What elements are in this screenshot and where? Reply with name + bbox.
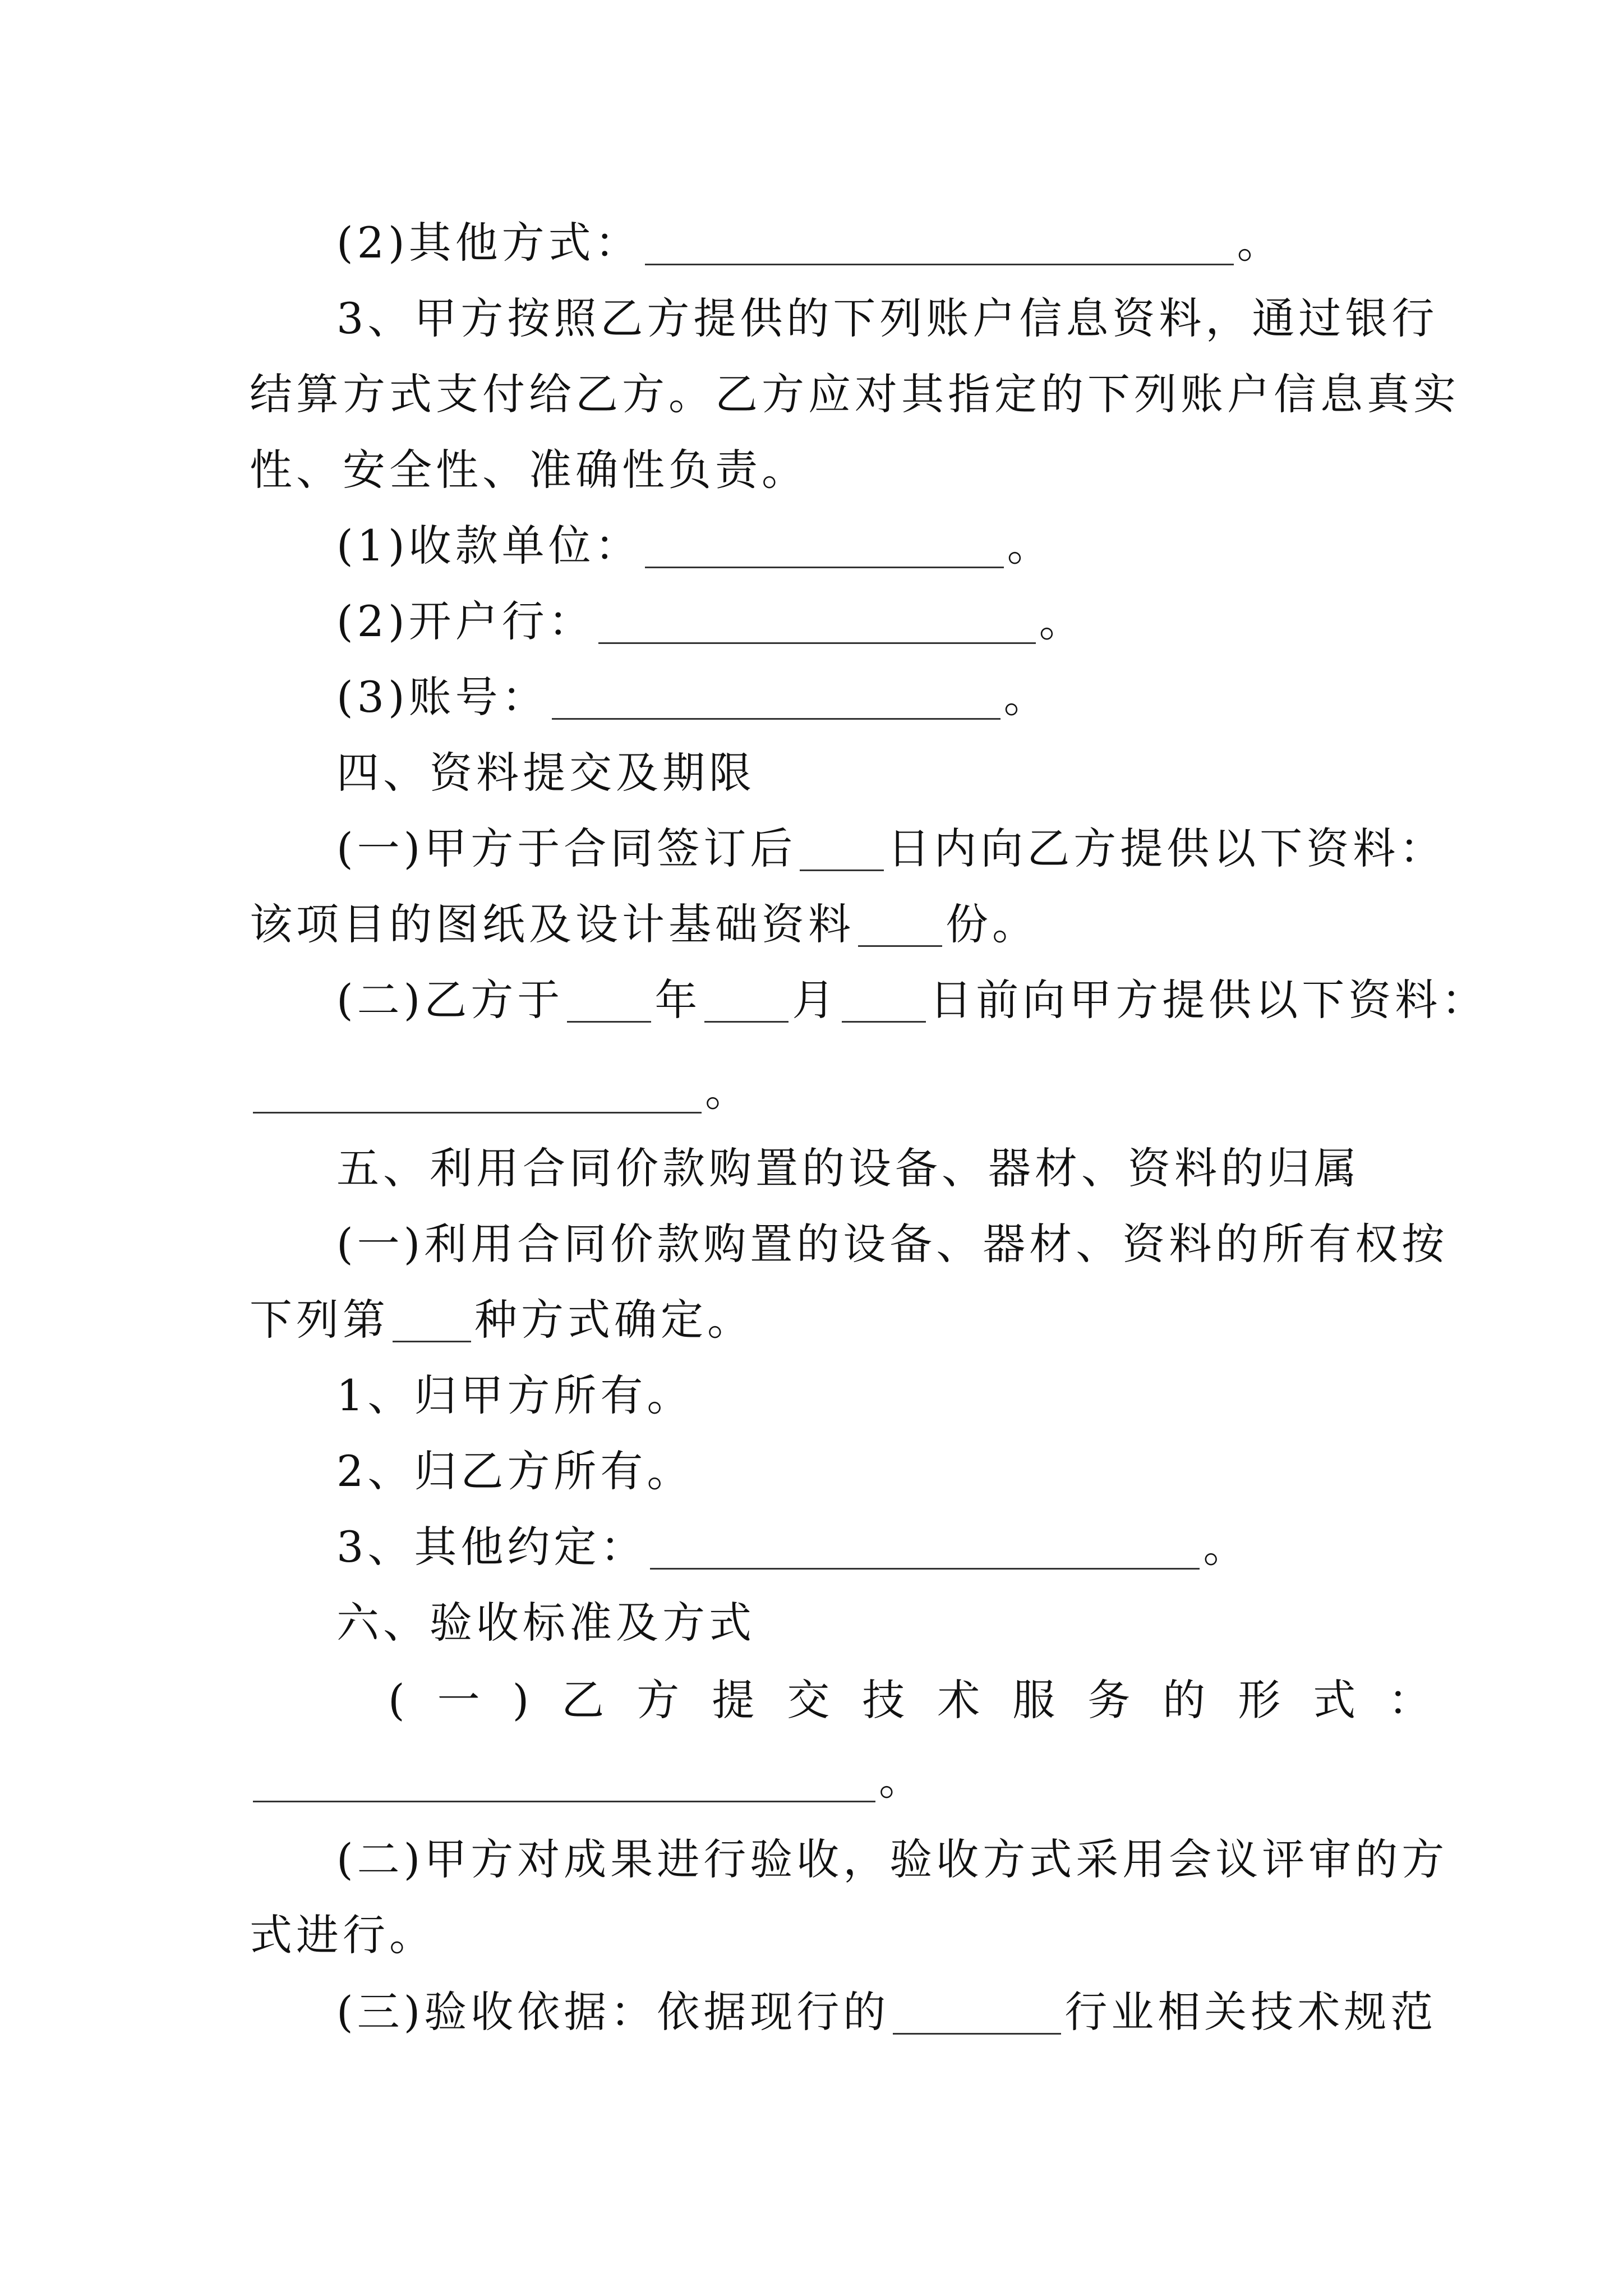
blank-bank[interactable] bbox=[598, 600, 1036, 644]
section-heading-5: 五、利用合同价款购置的设备、器材、资料的归属 bbox=[336, 1143, 1361, 1193]
blank-copies[interactable] bbox=[858, 903, 942, 947]
clause-acceptance-method-cont: 式进行。 bbox=[250, 1910, 436, 1960]
blank-service-form[interactable] bbox=[253, 1758, 875, 1802]
clause-other-method: (2)其他方式： 。 bbox=[336, 218, 1284, 268]
blank-materials-list[interactable] bbox=[253, 1069, 702, 1114]
clause-party-b-materials: (二)乙方于 年 月 日前向甲方提供以下资料： bbox=[336, 975, 1488, 1025]
section-heading-4: 四、资料提交及期限 bbox=[336, 748, 755, 798]
clause-payment-account-end: 性、安全性、准确性负责。 bbox=[250, 445, 808, 495]
option-party-b: 2、归乙方所有。 bbox=[336, 1446, 694, 1496]
section-heading-6: 六、验收标准及方式 bbox=[336, 1598, 755, 1648]
clause-payment-account-intro: 3、甲方按照乙方提供的下列账户信息资料，通过银行 bbox=[336, 293, 1438, 343]
label-payee: (1)收款单位： bbox=[336, 521, 642, 570]
clause-account-number: (3)账号： 。 bbox=[336, 672, 1050, 722]
label-other-method: (2)其他方式： bbox=[336, 218, 642, 268]
label-account-number: (3)账号： bbox=[336, 672, 548, 722]
clause-party-a-materials-cont: 该项目的图纸及设计基础资料 份。 bbox=[250, 899, 1039, 949]
blank-days[interactable] bbox=[800, 827, 884, 871]
blank-industry[interactable] bbox=[893, 1990, 1061, 2035]
clause-ownership-cont: 下列第 种方式确定。 bbox=[250, 1295, 754, 1345]
blank-other-method[interactable] bbox=[645, 221, 1234, 265]
option-party-a: 1、归甲方所有。 bbox=[336, 1370, 694, 1420]
blank-method-number[interactable] bbox=[393, 1298, 471, 1342]
blank-other-agreement[interactable] bbox=[650, 1525, 1200, 1570]
option-other: 3、其他约定： 。 bbox=[336, 1522, 1250, 1572]
clause-acceptance-method: (二)甲方对成果进行验收，验收方式采用会议评审的方 bbox=[336, 1834, 1449, 1884]
clause-payee: (1)收款单位： 。 bbox=[336, 521, 1054, 570]
blank-month[interactable] bbox=[704, 978, 789, 1023]
clause-bank: (2)开户行： 。 bbox=[336, 596, 1086, 646]
clause-payment-account-cont: 结算方式支付给乙方。乙方应对其指定的下列账户信息真实 bbox=[250, 369, 1460, 419]
clause-party-b-materials-blank: 。 bbox=[0, 1055, 1623, 1128]
blank-payee[interactable] bbox=[645, 524, 1004, 568]
label-bank: (2)开户行： bbox=[336, 596, 595, 646]
clause-service-form: (一)乙方提交技术服务的形式： bbox=[388, 1675, 1464, 1725]
blank-day[interactable] bbox=[842, 978, 926, 1023]
blank-year[interactable] bbox=[567, 978, 651, 1023]
clause-acceptance-basis: (三)验收依据：依据现行的 行业相关技术规范 bbox=[336, 1987, 1437, 2037]
blank-account-number[interactable] bbox=[552, 675, 1000, 720]
clause-party-a-materials: (一)甲方于合同签订后 日内向乙方提供以下资料： bbox=[336, 823, 1446, 873]
clause-ownership: (一)利用合同价款购置的设备、器材、资料的所有权按 bbox=[336, 1219, 1449, 1269]
clause-service-form-blank: 。 bbox=[0, 1743, 1623, 1816]
